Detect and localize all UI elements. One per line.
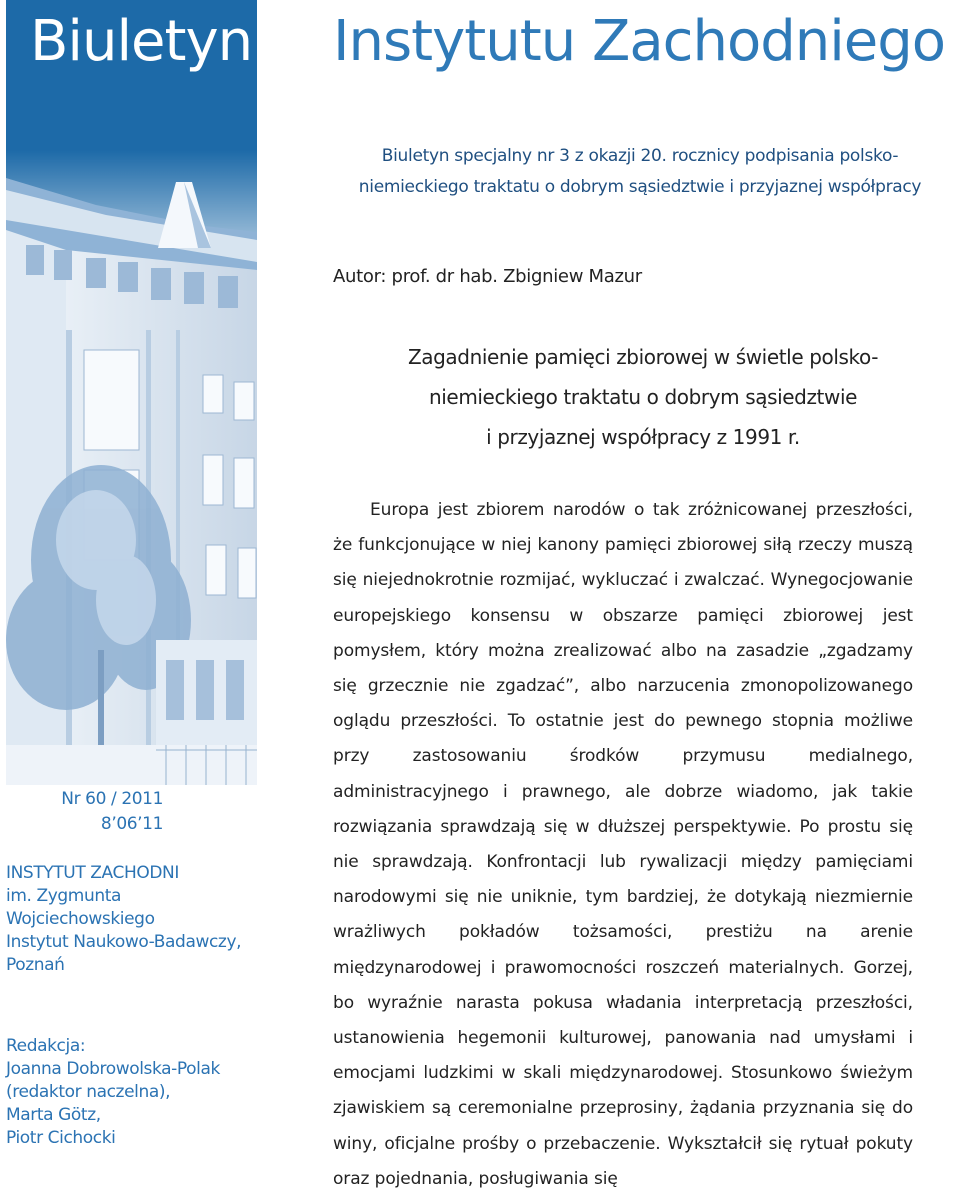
article-title-line-2: niemieckiego traktatu o dobrym sąsiedztwie xyxy=(428,385,857,409)
institute-line: Instytut Naukowo-Badawczy, xyxy=(6,932,242,952)
institute-building-illustration xyxy=(6,0,257,785)
institute-line: im. Zygmunta xyxy=(6,886,121,906)
institute-block xyxy=(6,862,257,977)
special-issue-note xyxy=(330,141,950,203)
article-title-line-1: Zagadnienie pamięci zbiorowej w świetle polsko- xyxy=(407,345,879,369)
issue-number: Nr 60 / 2011 xyxy=(61,789,163,809)
editor-line: Marta Götz, xyxy=(6,1105,101,1125)
editor-line: Joanna Dobrowolska-Polak xyxy=(6,1059,220,1079)
special-issue-line-1: Biuletyn specjalny nr 3 z okazji 20. rocznicy podpisania polsko- xyxy=(381,146,899,166)
masthead-biuletyn: Biuletyn xyxy=(30,9,253,74)
editorial-heading: Redakcja: xyxy=(6,1036,86,1056)
sidebar-info xyxy=(6,786,257,1150)
author-line: Autor: prof. dr hab. Zbigniew Mazur xyxy=(333,266,642,287)
special-issue-line-2: niemieckiego traktatu o dobrym sąsiedztwie i przyjaznej współpracy xyxy=(358,177,922,197)
institute-line: Poznań xyxy=(6,955,65,975)
article-title xyxy=(333,337,953,457)
masthead-instytutu-zachodniego: Instytutu Zachodniego xyxy=(333,9,946,74)
editor-line: Piotr Cichocki xyxy=(6,1128,116,1148)
editorial-block xyxy=(6,1035,257,1150)
editor-line: (redaktor naczelna), xyxy=(6,1082,171,1102)
article-title-line-3: i przyjaznej współpracy z 1991 r. xyxy=(486,425,800,449)
article-body: Europa jest zbiorem narodów o tak zróżnicowanej przeszłości, że funkcjonujące w niej kanony pamięci zbiorowej siłą rzeczy muszą się niejednokrotnie rozmijać, wykluczać i zwalczać. Wynegocjowanie europejskiego konsensu w obszarze pamięci zbiorowej jest pomysłem, który można zrealizować albo na zasadzie „zgadzamy się grzecznie nie zgadzać”, albo narzucenia zmonopolizowanego oglądu przeszłości. To ostatnie jest do pewnego stopnia możliwe przy zastosowaniu środków przymusu medialnego, administracyjnego i prawnego, ale dobrze wiadomo, jak takie rozwiązania sprawdzają się w dłuższej perspektywie. Po prostu się nie sprawdzają. Konfrontacji lub rywalizacji między pamięciami narodowymi się nie uniknie, tym bardziej, że dotykają niezmiernie wrażliwych pokładów tożsamości, prestiżu na arenie międzynarodowej i prawomocności roszczeń materialnych. Gorzej, bo wyraźnie narasta pokusa władania interpretacją przeszłości, ustanowienia hegemonii kulturowej, panowania nad umysłami i emocjami ludzkimi w skali międzynarodowej. Stosunkowo świeżym zjawiskiem są ceremonialne przeprosiny, żądania przyznania się do winy, oficjalne prośby o przebaczenie. Wykształcił się rytuał pokuty oraz pojednania, posługiwania się xyxy=(333,500,913,1189)
institute-line: INSTYTUT ZACHODNI xyxy=(6,863,179,883)
institute-line: Wojciechowskiego xyxy=(6,909,155,929)
cover-band xyxy=(6,0,257,785)
issue-date: 8’06’11 xyxy=(100,814,163,834)
